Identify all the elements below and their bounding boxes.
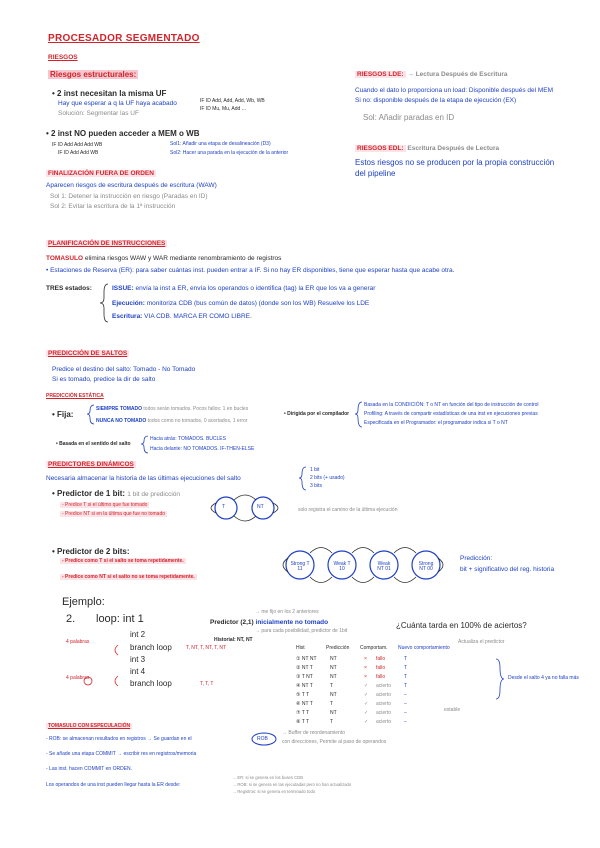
loop-line6: branch loop (130, 679, 172, 688)
dirigida-d1: Basada en la CONDICIÓN: T o NT en función del tipo de instrucción de control (364, 402, 539, 408)
state-1bit-T-label: T (222, 504, 226, 510)
pattern-2: T, T, T (200, 681, 214, 687)
edl-heading: RIESGOS EDL: Escritura Después de Lectura (357, 145, 500, 152)
p2-a: - Predice como T si el salto se toma repetidamente. (62, 558, 184, 564)
prediccion-line2: Si es tomado, predice la dir de salto (52, 376, 156, 383)
loop-line5: int 4 (130, 667, 146, 676)
table-cell: ✓ (364, 692, 369, 698)
rob-label: ROB (257, 736, 268, 742)
table-cell: ④ NT T (296, 683, 313, 689)
table-cell: ✓ (364, 710, 369, 716)
palabras-2: 4 palabras (66, 675, 90, 681)
page-title: PROCESADOR SEGMENTADO (48, 33, 200, 44)
fija-siempre: SIEMPRE TOMADO todos serán tomados. Pocos fallos: 1 en bucles (96, 406, 249, 412)
ejemplo-num: 2. (66, 613, 76, 625)
pattern-1: T, NT, T, NT, T, NT (186, 645, 227, 651)
prediccion-heading: PREDICCIÓN DE SALTOS (48, 350, 128, 357)
table-cell: – (404, 719, 407, 725)
table-cell: NT (330, 692, 337, 698)
table-cell: acierto (376, 710, 392, 716)
estructurales-b1: • 2 inst necesitan la misma UF (52, 89, 167, 98)
table-cell: ✓ (364, 701, 369, 707)
estaciones-line: • Estaciones de Reserva (ER): para saber cuántas inst. pueden entrar a IF. Si no hay ER disponibles, tiene que esperar hasta que acabe otra. (46, 267, 455, 274)
historial: Historial: NT, NT (214, 637, 253, 643)
table-cell: acierto (376, 719, 392, 725)
predictor-label: Predictor (2,1) inicialmente no tomado (210, 619, 329, 626)
loop-line3: branch loop (130, 643, 172, 652)
table-cell: ⑧ T T (296, 719, 310, 725)
estado-issue: ISSUE: envía la inst a ER, envía los operandos o identifica (tag) la ER que los va a generar (112, 285, 376, 292)
tomasulo-esp-heading: TOMASULO CON ESPECULACIÓN (48, 723, 131, 729)
state-1bit-NT-label: NT (257, 504, 264, 510)
loop-line4: int 3 (130, 655, 146, 664)
estructurales-pipe1: IF ID Add, Add, Add, Wb, WB (200, 98, 265, 104)
ejemplo-label: Ejemplo: (62, 596, 105, 608)
dinamica-bits1: 1 bit (310, 467, 320, 473)
predictor-note2: → para cada posibilidad, predictor de 1bit (255, 628, 348, 634)
state-strong-NT-label: Strong NT 00 (418, 561, 434, 572)
section-heading-riesgos: RIESGOS (48, 54, 78, 61)
table-cell: acierto (376, 692, 392, 698)
loop-line2: int 2 (130, 630, 146, 639)
tab-h2: Predicción (326, 645, 350, 651)
table-cell: NT (330, 710, 337, 716)
tab-h1: Hist (296, 645, 305, 651)
table-cell: T (404, 674, 408, 680)
table-cell: fallo (376, 674, 386, 680)
basada-d1: Hacia atrás: TOMADOS. BUCLES (150, 436, 226, 442)
lde-heading: RIESGOS LDE: → Lectura Después de Escritura (357, 71, 508, 78)
prediccion-line1: Predice el destino del salto: Tomado - No Tomado (52, 366, 196, 373)
tres-estados: TRES estados: (46, 285, 92, 292)
edl-line1: Estos riesgos no se producen por la propia construcción (355, 158, 555, 167)
table-cell: × (364, 656, 367, 662)
tomasulo-esp-l2: - Se añade una etapa COMMIT → escribir res en registros/memoria (46, 751, 197, 757)
estado-escritura: Escritura: VIA CDB. MARCA ER COMO LIBRE. (112, 313, 252, 320)
estado-ejecucion: Ejecución: monitoriza CDB (bus común de datos) (donde son los WB) Resuelve los LDE (112, 300, 370, 307)
dirigida-d3: Especificada en el Programador: el programador indica si T o NT (364, 420, 508, 426)
table-cell: ⑥ NT T (296, 701, 313, 707)
estructurales-b2-row2: IF ID Add Add WB (58, 150, 99, 156)
palabras-1: 4 palabras (66, 639, 90, 645)
estructurales-b2-row1: IF ID Add Add Add WB (52, 142, 103, 148)
dinamica-sub: Necesaria almacenar la historia de las últimas ejecuciones del salto (46, 475, 241, 482)
estructurales-b2-sol1: Sol1: Añadir una etapa de desalineación (D3) (170, 141, 271, 147)
table-cell: NT (330, 665, 337, 671)
planificacion-heading: PLANIFICACIÓN DE INSTRUCCIONES (48, 240, 166, 247)
tomasulo-esp-l4: Los operandos de una inst pueden llegar hasta la ER desde: (46, 782, 181, 788)
estructurales-b1-sol: Solución: Segmentar las UF (58, 110, 139, 117)
tomasulo-esp-l4a: → ER: si se genera en los buses CDB (232, 775, 303, 780)
state-strong-T-label: Strong T 11 (290, 561, 310, 572)
tomasulo-line: TOMASULO elimina riesgos WAW y WAR mediante renombramiento de registros (46, 255, 282, 262)
estructurales-b2: • 2 inst NO pueden acceder a MEM o WB (46, 129, 200, 138)
estructurales-b1-sub: Hay que esperar a q la UF haya acabado (58, 100, 177, 107)
p1-label: • Predictor de 1 bit: 1 bit de predicción (52, 489, 181, 498)
table-cell: – (404, 710, 407, 716)
table-cell: acierto (376, 701, 392, 707)
table-cell: fallo (376, 656, 386, 662)
table-cell: ⑤ T T (296, 692, 310, 698)
loop-line1: loop: int 1 (96, 613, 144, 625)
pregunta: ¿Cuánta tarda en 100% de aciertos? (396, 621, 527, 630)
tab-h3: Comportam. (360, 645, 388, 651)
predictor-note1: → me fijo en los 2 anteriores (255, 609, 319, 615)
table-cell: – (404, 701, 407, 707)
table-cell: T (404, 683, 408, 689)
rob-note2: con direcciones, Permite al paso de operandos (282, 739, 387, 745)
table-cell: T (330, 683, 334, 689)
table-cell: ① NT NT (296, 656, 317, 662)
finalizacion-sol2: Sol 2: Evitar la escritura de la 1ª instrucción (50, 203, 176, 210)
p1-a: - Predice T si el último que fue tomado (62, 502, 148, 508)
p2-b: - Predice como NT si el salto no se toma repetidamente. (62, 574, 195, 580)
table-cell: × (364, 674, 367, 680)
lde-line1: Cuando el dato lo proporciona un load: Disponible después del MEM (355, 87, 554, 94)
dinamica-bits2: 2 bits (+ usado) (310, 475, 345, 481)
table-cell: × (364, 665, 367, 671)
table-cell: – (404, 692, 407, 698)
estructurales-b2-sol2: Sol2: Hacer una parada en la ejecución de la anterior (170, 150, 289, 156)
p1-note: solo registra el camino de la última ejecución (298, 507, 398, 513)
table-cell: ✓ (364, 683, 369, 689)
tomasulo-esp-l4c: → Registros: si se genera en terminado todo (232, 789, 316, 794)
estructurales-pipe2: IF ID Mu, Mu, Add ... (200, 106, 246, 112)
table-cell: ③ T NT (296, 674, 313, 680)
basada-label: • Basada en el sentido del salto (56, 441, 131, 447)
table-cell: T (404, 656, 408, 662)
table-cell: fallo (376, 665, 386, 671)
finalizacion-sol1: Sol 1: Detener la instrucción en riesgo (Paradas en ID) (50, 193, 208, 200)
tab-desde: Desde el salto 4 ya no falla más (508, 675, 579, 681)
tab-h4: Nuevo comportamiento (398, 645, 450, 651)
table-cell: T (404, 665, 408, 671)
p1-b: - Predice NT si en la última que fue no tomado (62, 511, 166, 517)
estatica-heading: PREDICCIÓN ESTÁTICA (46, 393, 104, 399)
table-cell: ② NT T (296, 665, 313, 671)
tab-note: Actualiza el predictor (458, 639, 505, 645)
dinamica-bits3: 3 bits (310, 483, 322, 489)
tomasulo-esp-l3: - Las inst. hacen COMMIT en ORDEN. (46, 766, 133, 772)
p2-label: • Predictor de 2 bits: (52, 547, 130, 556)
table-cell: T (330, 719, 334, 725)
dirigida-label: • Dirigida por el compilador (284, 411, 350, 417)
dirigida-d2: Profiling: A través de compartir estadísticas de una inst en ejecuciones previas (364, 411, 538, 417)
fija-nunca: NUNCA NO TOMADO todos como no tomados, 0 acertados, 1 error (96, 418, 248, 424)
estructurales-heading: Riesgos estructurales: (50, 70, 137, 79)
state-weak-NT-label: Weak NT 01 (377, 561, 391, 572)
state-weak-T-label: Weak T 10 (333, 561, 351, 572)
basada-d2: Hacia delante: NO TOMADOS. IF-THEN-ELSE (150, 446, 255, 452)
fija-label: • Fija: (52, 410, 74, 419)
p2-pred: Predicción: (460, 555, 493, 562)
lde-line2: Si no: disponible después de la etapa de ejecución (EX) (355, 97, 517, 104)
tomasulo-esp-l4b: → ROB: si se genera en las ejecutadas pero no han actualizado (232, 782, 352, 787)
p2-pred2: bit + significativo del reg. historia (460, 566, 555, 573)
table-cell: NT (330, 656, 337, 662)
tomasulo-esp-l1: - ROB: se almacenan resultados en registros → Se guardan en el (46, 736, 192, 742)
state-1bit-T (215, 497, 237, 519)
finalizacion-heading: FINALIZACIÓN FUERA DE ORDEN (48, 170, 154, 177)
table-cell: acierto (376, 683, 392, 689)
table-cell: NT (330, 674, 337, 680)
finalizacion-sub: Aparecen riesgos de escritura después de escritura (WAW) (46, 182, 217, 189)
lde-sol: Sol: Añadir paradas en ID (363, 113, 455, 122)
dinamica-heading: PREDICTORES DINÁMICOS (48, 461, 134, 468)
edl-line2: del pipeline (355, 169, 396, 178)
table-cell: T (330, 701, 334, 707)
rob-note1: → Buffer de reordenamiento (282, 730, 346, 736)
table-cell: ⑦ T T (296, 710, 310, 716)
table-cell: ✓ (364, 719, 369, 725)
tab-estable: estable (444, 707, 461, 713)
